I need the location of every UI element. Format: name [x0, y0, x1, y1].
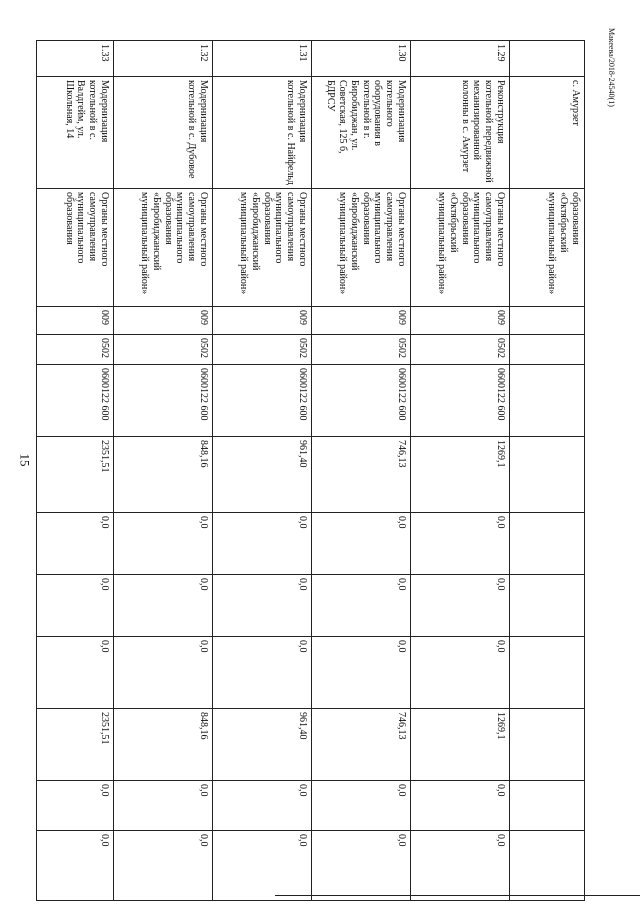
csr-code: 0600122 600 — [114, 365, 213, 437]
year-value: 0,0 — [114, 513, 213, 575]
total-value: 961,40 — [213, 437, 312, 513]
year-value: 2351,51 — [37, 709, 114, 781]
year-value: 0,0 — [213, 575, 312, 637]
table-cell — [510, 637, 585, 709]
year-value: 0,0 — [37, 637, 114, 709]
executor: Органы местного самоуправления муниципального образования — [37, 189, 114, 307]
executor: Органы местного самоуправления муниципального образования «Октябрьский муниципальный район» — [411, 189, 510, 307]
table-cell — [510, 831, 585, 901]
total-value: 746,13 — [312, 437, 411, 513]
csr-code: 0600122 600 — [411, 365, 510, 437]
year-value: 0,0 — [37, 513, 114, 575]
year-value: 0,0 — [312, 513, 411, 575]
year-value: 0,0 — [213, 637, 312, 709]
table-cell: образования «Октябрьский муниципальный район» — [510, 189, 585, 307]
measure-name: Модернизация котельной в с. Найфельд — [213, 77, 312, 189]
year-value: 0,0 — [411, 831, 510, 901]
executor: Органы местного самоуправления муниципального образования «Биробиджанский муниципальный район» — [114, 189, 213, 307]
page-number: 15 — [17, 453, 33, 467]
year-value: 0,0 — [411, 637, 510, 709]
table-cell — [510, 513, 585, 575]
year-value: 0,0 — [213, 513, 312, 575]
grbs-code: 009 — [37, 307, 114, 335]
table-cell — [510, 335, 585, 365]
csr-code: 0600122 600 — [213, 365, 312, 437]
year-value: 0,0 — [312, 781, 411, 831]
grbs-code: 009 — [312, 307, 411, 335]
rzpr-code: 0502 — [312, 335, 411, 365]
csr-code: 0600122 600 — [312, 365, 411, 437]
year-value: 0,0 — [37, 575, 114, 637]
year-value: 0,0 — [411, 513, 510, 575]
year-value: 0,0 — [114, 831, 213, 901]
table-row — [114, 41, 213, 901]
year-value: 0,0 — [213, 831, 312, 901]
year-value: 848,16 — [114, 709, 213, 781]
row-number: 1.29 — [411, 41, 510, 77]
measure-name: Модернизация котельной в с. Дубовое — [114, 77, 213, 189]
table-cell — [510, 437, 585, 513]
table-row — [411, 41, 510, 901]
rzpr-code: 0502 — [213, 335, 312, 365]
year-value: 0,0 — [312, 575, 411, 637]
table-cell — [510, 41, 585, 77]
year-value: 0,0 — [37, 831, 114, 901]
row-number: 1.30 — [312, 41, 411, 77]
csr-code: 0600122 600 — [37, 365, 114, 437]
measure-name: Модернизация котельной в с. Валдгейм, ул. Школьная, 14 — [37, 77, 114, 189]
year-value: 0,0 — [114, 637, 213, 709]
table-row — [213, 41, 312, 901]
year-value: 0,0 — [411, 781, 510, 831]
grbs-code: 009 — [213, 307, 312, 335]
table-row — [510, 41, 585, 901]
table-cell — [510, 307, 585, 335]
year-value: 0,0 — [312, 831, 411, 901]
year-value: 0,0 — [114, 575, 213, 637]
executor: Органы местного самоуправления муниципального образования «Биробиджанский муниципальный район» — [312, 189, 411, 307]
year-value: 0,0 — [411, 575, 510, 637]
rotated-table-wrapper — [37, 40, 585, 900]
row-number: 1.32 — [114, 41, 213, 77]
rzpr-code: 0502 — [37, 335, 114, 365]
rzpr-code: 0502 — [411, 335, 510, 365]
measure-name: Реконструкция котельной передвижной механизированной колонны в с. Амурзет — [411, 77, 510, 189]
table-cell — [510, 709, 585, 781]
year-value: 0,0 — [213, 781, 312, 831]
row-number: 1.33 — [37, 41, 114, 77]
year-value: 0,0 — [37, 781, 114, 831]
rzpr-code: 0502 — [114, 335, 213, 365]
year-value: 0,0 — [312, 637, 411, 709]
executor: Органы местного самоуправления муниципального образования «Биробиджанский муниципальный район» — [213, 189, 312, 307]
measure-name: Модернизация котельного оборудования в котельной в г. Биробиджан, ул. Советская, 125 б, БДРСУ — [312, 77, 411, 189]
total-value: 2351,51 — [37, 437, 114, 513]
table-row — [312, 41, 411, 901]
grbs-code: 009 — [411, 307, 510, 335]
table-cell: с. Амурзет — [510, 77, 585, 189]
table-cell — [510, 575, 585, 637]
year-value: 0,0 — [114, 781, 213, 831]
table-row — [37, 41, 114, 901]
table-cell — [510, 781, 585, 831]
footer-code: Макеева/2018-24540(1) — [607, 28, 616, 107]
year-value: 1269,1 — [411, 709, 510, 781]
year-value: 746,13 — [312, 709, 411, 781]
total-value: 1269,1 — [411, 437, 510, 513]
grbs-code: 009 — [114, 307, 213, 335]
table-cell — [510, 365, 585, 437]
program-table — [36, 40, 585, 901]
row-number: 1.31 — [213, 41, 312, 77]
year-value: 961,40 — [213, 709, 312, 781]
total-value: 848,16 — [114, 437, 213, 513]
